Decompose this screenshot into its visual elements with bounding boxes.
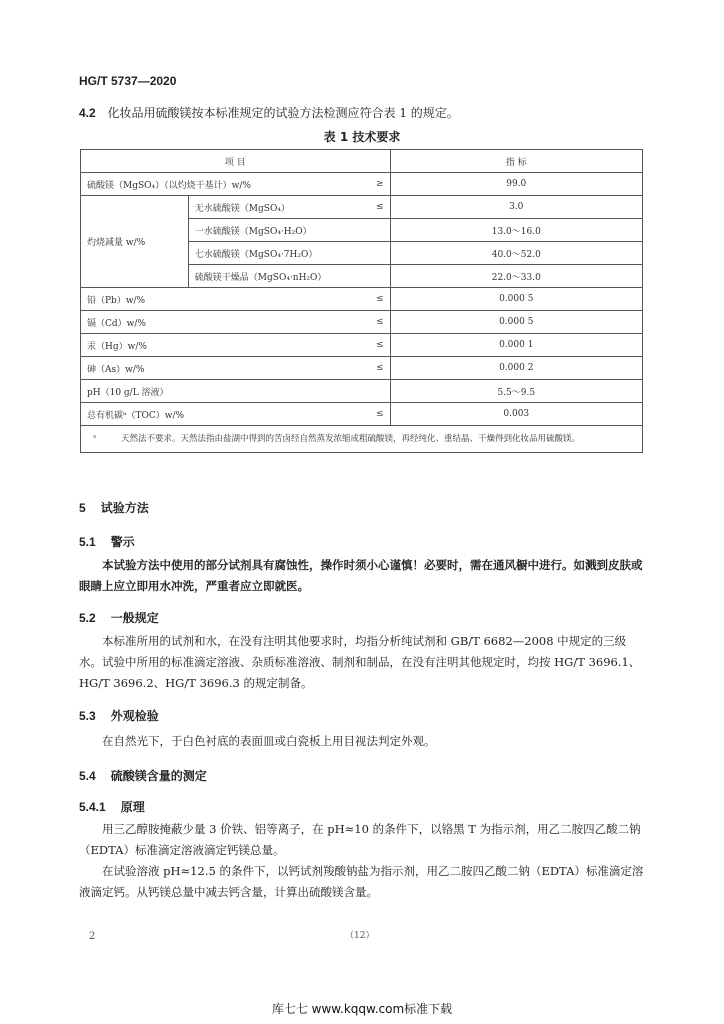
table-header-row bbox=[81, 150, 643, 173]
warning-text: 本试验方法中使用的部分试剂具有腐蚀性，操作时须小心谨慎！必要时，需在通风橱中进行。如溅到皮肤或眼睛上应立即用水冲洗，严重者应立即就医。 bbox=[79, 558, 643, 593]
section-title: 试验方法 bbox=[100, 501, 149, 515]
row-label: 硫酸镁干燥品（MgSO₄·nH₂O） bbox=[188, 265, 356, 288]
row-value: 99.0 bbox=[390, 173, 642, 196]
principle-text-1: 用三乙醇胺掩蔽少量 3 价铁、铝等离子，在 pH≈10 的条件下，以铬黑 T 为指示剂，用乙二胺四乙酸二钠（EDTA）标准滴定溶液滴定钙镁总量。 bbox=[79, 822, 641, 857]
loss-label: 灼烧减量 w/% bbox=[81, 196, 189, 288]
table-row bbox=[81, 288, 643, 311]
row-symbol: ≤ bbox=[356, 288, 390, 311]
table-title: 表 1 技术要求 bbox=[323, 130, 401, 144]
spec-table bbox=[80, 149, 643, 453]
section-5 bbox=[79, 497, 149, 516]
section-number: 5.3 bbox=[79, 709, 96, 723]
section-number: 5.1 bbox=[79, 535, 96, 549]
row-value: 40.0～52.0 bbox=[390, 242, 642, 265]
section-number: 5.2 bbox=[79, 611, 96, 625]
row-label: 镉（Cd）w/% bbox=[81, 311, 357, 334]
header-spec: 指 标 bbox=[390, 150, 642, 173]
row-symbol: ≤ bbox=[356, 357, 390, 380]
row-label: 汞（Hg）w/% bbox=[81, 334, 357, 357]
row-label: 砷（As）w/% bbox=[81, 357, 357, 380]
table-row bbox=[81, 403, 643, 426]
section-number: 5 bbox=[79, 501, 86, 515]
row-value: 0.003 bbox=[390, 403, 642, 426]
section-5-4-heading bbox=[79, 765, 207, 784]
page-number: 2 bbox=[89, 931, 96, 942]
row-symbol bbox=[356, 380, 390, 403]
row-symbol bbox=[356, 219, 390, 242]
table-row bbox=[81, 357, 643, 380]
section-5-1-heading bbox=[79, 531, 135, 550]
section-4-2 bbox=[79, 104, 459, 121]
row-value: 13.0～16.0 bbox=[390, 219, 642, 242]
row-symbol: ≤ bbox=[356, 334, 390, 357]
section-number: 5.4 bbox=[79, 769, 96, 783]
row-symbol bbox=[356, 265, 390, 288]
page-sequence: （12） bbox=[345, 931, 375, 941]
header-item: 项 目 bbox=[81, 150, 391, 173]
watermark-text: 库七七 www.kqqw.com标准下载 bbox=[271, 1002, 453, 1016]
table-row bbox=[81, 380, 643, 403]
row-value: 22.0～33.0 bbox=[390, 265, 642, 288]
section-title: 硫酸镁含量的测定 bbox=[110, 769, 207, 783]
row-label: pH（10 g/L 溶液） bbox=[81, 380, 357, 403]
table-row bbox=[81, 196, 643, 219]
section-text: 化妆品用硫酸镁按本标准规定的试验方法检测应符合表 1 的规定。 bbox=[107, 106, 459, 120]
general-rules-text: 本标准所用的试剂和水，在没有注明其他要求时，均指分析纯试剂和 GB/T 6682—2008 中规定的三级水。试验中所用的标准滴定溶液、杂质标准溶液、制剂和制品，在没有注明其他规定时，均按 HG/T 3696.1、HG/T 3696.2、HG/T 3696.3 的规定制备。 bbox=[79, 634, 641, 690]
row-symbol: ≤ bbox=[356, 196, 390, 219]
appearance-text: 在自然光下，于白色衬底的表面皿或白瓷板上用目视法判定外观。 bbox=[102, 734, 436, 748]
table-row bbox=[81, 311, 643, 334]
row-label: 一水硫酸镁（MgSO₄·H₂O） bbox=[188, 219, 356, 242]
row-symbol: ≥ bbox=[356, 173, 390, 196]
row-value: 0.000 2 bbox=[390, 357, 642, 380]
row-label: 铅（Pb）w/% bbox=[81, 288, 357, 311]
row-value: 0.000 5 bbox=[390, 288, 642, 311]
table-footnote-row bbox=[81, 426, 643, 453]
principle-text-2: 在试验溶液 pH≈12.5 的条件下，以钙试剂羧酸钠盐为指示剂，用乙二胺四乙酸二钠（EDTA）标准滴定溶液滴定钙。从钙镁总量中减去钙含量，计算出硫酸镁含量。 bbox=[79, 864, 644, 899]
section-title: 原理 bbox=[120, 800, 145, 814]
document-code: HG/T 5737—2020 bbox=[79, 74, 177, 88]
footnote-mark: ᵃ bbox=[93, 433, 97, 442]
row-label: 无水硫酸镁（MgSO₄） bbox=[188, 196, 356, 219]
section-title: 一般规定 bbox=[110, 611, 159, 625]
table-footnote bbox=[81, 426, 643, 453]
table-row bbox=[81, 334, 643, 357]
section-number: 4.2 bbox=[79, 106, 96, 120]
row-label: 总有机碳ᵃ（TOC）w/% bbox=[81, 403, 357, 426]
row-value: 0.000 5 bbox=[390, 311, 642, 334]
row-value: 5.5～9.5 bbox=[390, 380, 642, 403]
row-symbol: ≤ bbox=[356, 403, 390, 426]
section-5-3-heading bbox=[79, 705, 159, 724]
section-title: 外观检验 bbox=[110, 709, 159, 723]
section-5-4-1-heading bbox=[79, 796, 145, 815]
row-symbol bbox=[356, 242, 390, 265]
section-number: 5.4.1 bbox=[79, 800, 106, 814]
row-value: 0.000 1 bbox=[390, 334, 642, 357]
row-label: 硫酸镁（MgSO₄）（以灼烧干基计）w/% bbox=[81, 173, 357, 196]
table-row bbox=[81, 173, 643, 196]
footnote-text: 天然法不要求。天然法指由盐湖中得到的苦卤经自然蒸发浓缩成粗硫酸镁，再经纯化、重结晶、干燥得到化妆品用硫酸镁。 bbox=[121, 434, 581, 444]
section-title: 警示 bbox=[110, 535, 135, 549]
row-symbol: ≤ bbox=[356, 311, 390, 334]
section-5-2-heading bbox=[79, 607, 159, 626]
row-label: 七水硫酸镁（MgSO₄·7H₂O） bbox=[188, 242, 356, 265]
row-value: 3.0 bbox=[390, 196, 642, 219]
